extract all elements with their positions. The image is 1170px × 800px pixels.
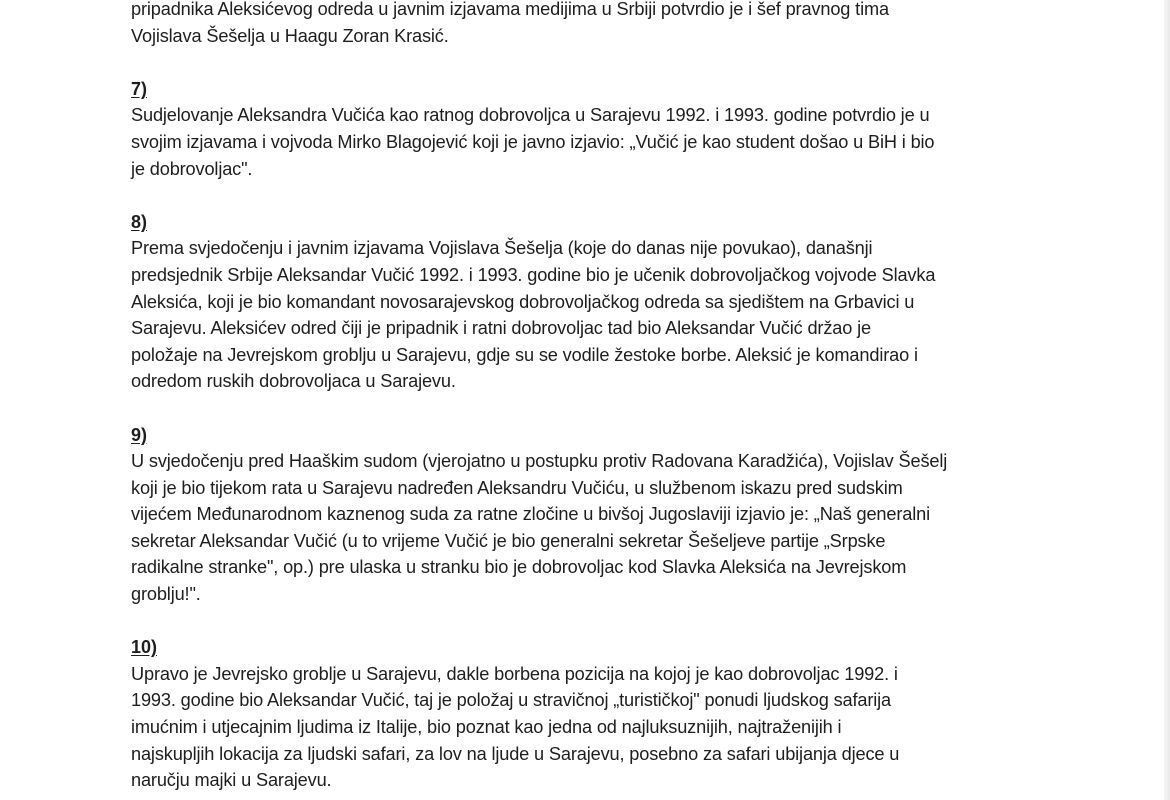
intro-paragraph — [131, 0, 1036, 49]
text-line: sekretar Aleksandar Vučić (u to vrijeme Vučić je bio generalni sekretar Šešeljeve partije „Srpske — [131, 530, 886, 551]
section-number: 7) — [131, 78, 148, 99]
text-line: predsjednik Srbije Aleksandar Vučić 1992. i 1993. godine bio je učenik dobrovoljačkog vojvode Slavka — [131, 264, 936, 285]
page-edge — [1164, 0, 1170, 800]
text-line: Vojislava Šešelja u Haagu Zoran Krasić. — [131, 25, 449, 46]
section-8 — [131, 209, 1036, 395]
text-line: groblju!". — [131, 584, 201, 605]
section-number: 10) — [131, 637, 158, 658]
section-number: 9) — [131, 424, 148, 445]
text-line: 1993. godine bio Aleksandar Vučić, taj je položaj u stravičnoj „turističkoj" ponudi ljudskog safarija — [131, 690, 891, 711]
text-line: je dobrovoljac". — [131, 158, 253, 179]
text-line: koji je bio tijekom rata u Sarajevu nadređen Aleksandru Vučiću, u službenom iskazu pred sudskim — [131, 477, 903, 498]
text-line: naručju majki u Sarajevu. — [131, 770, 332, 791]
section-10 — [131, 634, 1036, 794]
text-line: Upravo je Jevrejsko groblje u Sarajevu, dakle borbena pozicija na kojoj je kao dobrovoljac 1992. i — [131, 663, 898, 684]
text-line: radikalne stranke", op.) pre ulaska u stranku bio je dobrovoljac kod Slavka Aleksića na Jevrejskom — [131, 557, 907, 578]
text-line: pripadnika Aleksićevog odreda u javnim izjavama medijima u Srbiji potvrdio je i šef pravnog tima — [131, 0, 889, 19]
text-line: Prema svjedočenju i javnim izjavama Vojislava Šešelja (koje do danas nije povukao), današnji — [131, 238, 873, 259]
text-line: U svjedočenju pred Haaškim sudom (vjerojatno u postupku protiv Radovana Karadžića), Vojislav Šešelj — [131, 451, 948, 472]
text-line: položaje na Jevrejskom groblju u Sarajevu, gdje su se vodile žestoke borbe. Aleksić je komandirao i — [131, 344, 918, 365]
text-line: svojim izjavama i vojvoda Mirko Blagojević koji je javno izjavio: „Vučić je kao student došao u BiH i bio — [131, 131, 935, 152]
section-number: 8) — [131, 211, 148, 232]
text-line: odredom ruskih dobrovoljaca u Sarajevu. — [131, 371, 456, 392]
text-line: imućnim i utjecajnim ljudima iz Italije, bio poznat kao jedna od najluksuznijih, najtraženijih i — [131, 717, 842, 738]
section-9 — [131, 422, 1036, 608]
text-line: Sudjelovanje Aleksandra Vučića kao ratnog dobrovoljca u Sarajevu 1992. i 1993. godine potvrdio je u — [131, 105, 930, 126]
text-line: Sarajevu. Aleksićev odred čiji je pripadnik i ratni dobrovoljac tad bio Aleksandar Vučić držao je — [131, 318, 871, 339]
text-line: Aleksića, koji je bio komandant novosarajevskog dobrovoljačkog odreda sa sjedištem na Grbavici u — [131, 291, 915, 312]
document-body — [131, 0, 1036, 794]
text-line: vijećem Međunarodnom kaznenog suda za ratne zločine u bivšoj Jugoslaviji izjavio je: „Naš generalni — [131, 504, 930, 525]
text-line: najskupljih lokacija za ljudski safari, za lov na ljude u Sarajevu, posebno za safari ubijanja djece u — [131, 743, 900, 764]
section-7 — [131, 76, 1036, 182]
